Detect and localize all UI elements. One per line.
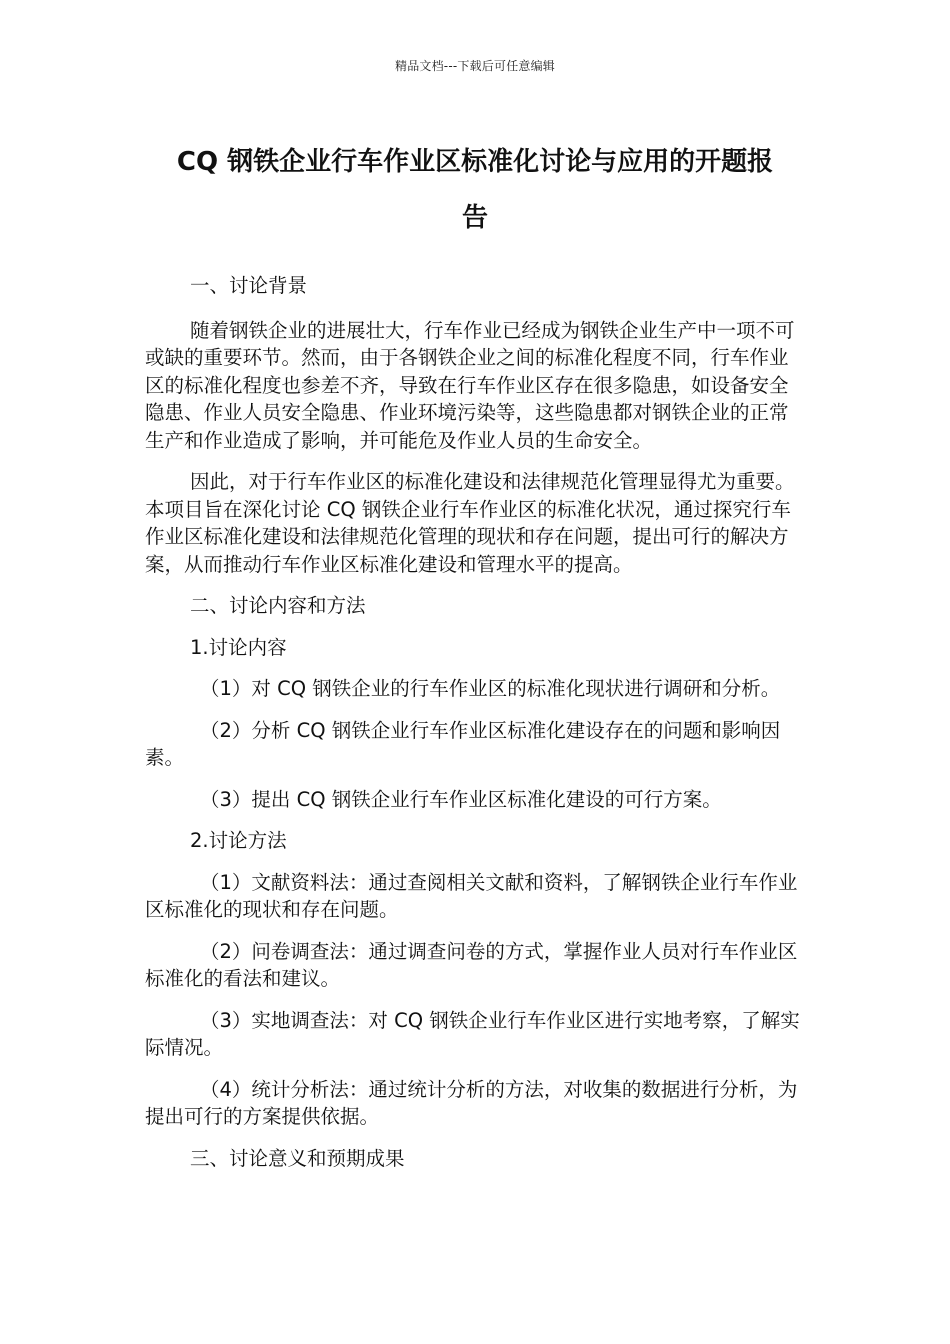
method-item-1: （1）文献资料法：通过查阅相关文献和资料，了解钢铁企业行车作业区标准化的现状和存在问题。 — [145, 870, 798, 921]
section-heading-content-method: 二、讨论内容和方法 — [190, 594, 366, 617]
title-line-1: CQ 钢铁企业行车作业区标准化讨论与应用的开题报 — [176, 147, 774, 177]
subheading-method: 2.讨论方法 — [190, 829, 287, 852]
content-item-2: （2）分析 CQ 钢铁企业行车作业区标准化建设存在的问题和影响因素。 — [145, 718, 781, 769]
page-header: 精品文档---下载后可任意编辑 — [395, 59, 555, 73]
document-title — [145, 134, 805, 246]
content-item-1: （1）对 CQ 钢铁企业的行车作业区的标准化现状进行调研和分析。 — [200, 677, 781, 700]
paragraph-background-1: 随着钢铁企业的进展壮大，行车作业已经成为钢铁企业生产中一项不可或缺的重要环节。然而，由于各钢铁企业之间的标准化程度不同，行车作业区的标准化程度也参差不齐，导致在行车作业区存在很多隐患，如设备安全隐患、作业人员安全隐患、作业环境污染等，这些隐患都对钢铁企业的正常生产和作业造成了影响，并可能危及作业人员的生命安全。 — [145, 318, 795, 452]
content-item-3: （3）提出 CQ 钢铁企业行车作业区标准化建设的可行方案。 — [200, 787, 722, 811]
method-item-2: （2）问卷调查法：通过调查问卷的方式，掌握作业人员对行车作业区标准化的看法和建议。 — [145, 939, 798, 990]
title-line-2: 告 — [461, 203, 488, 233]
subheading-content: 1.讨论内容 — [190, 635, 287, 659]
document-body — [145, 272, 807, 1172]
paragraph-background-2: 因此，对于行车作业区的标准化建设和法律规范化管理显得尤为重要。本项目旨在深化讨论 CQ 钢铁企业行车作业区的标准化状况，通过探究行车作业区标准化建设和法律规范化管理的现状和存在问题，提出可行的解决方案，从而推动行车作业区标准化建设和管理水平的提高。 — [145, 470, 795, 576]
method-item-3: （3）实地调查法：对 CQ 钢铁企业行车作业区进行实地考察，了解实际情况。 — [145, 1008, 800, 1059]
section-heading-significance: 三、讨论意义和预期成果 — [190, 1146, 405, 1170]
section-heading-background: 一、讨论背景 — [190, 274, 308, 297]
method-item-4: （4）统计分析法：通过统计分析的方法，对收集的数据进行分析，为提出可行的方案提供依据。 — [145, 1077, 798, 1128]
